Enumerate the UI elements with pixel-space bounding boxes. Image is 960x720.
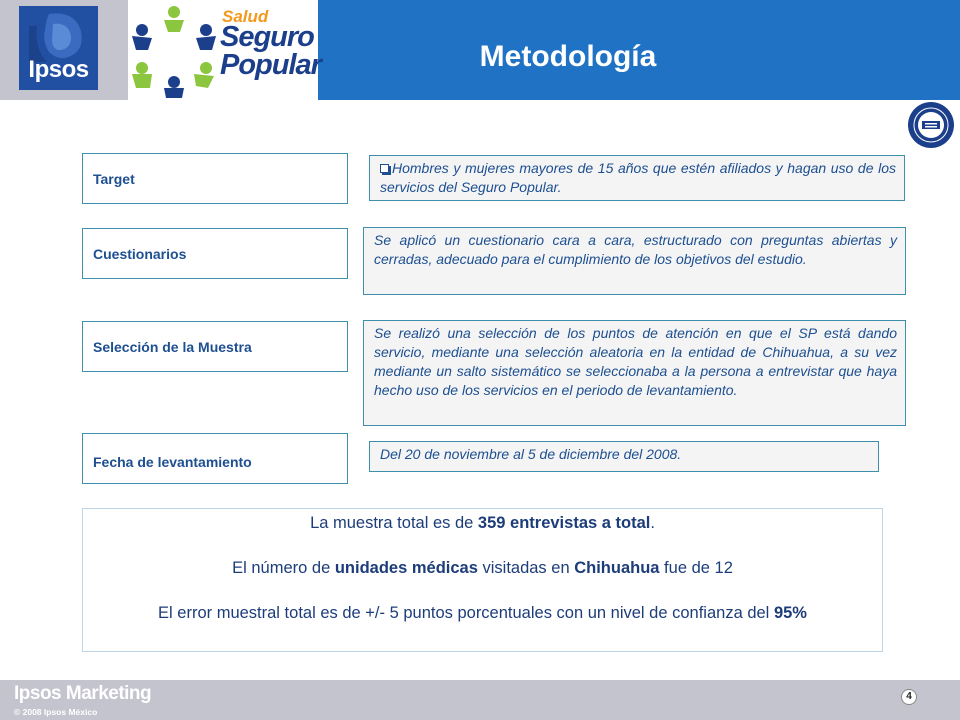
seguro-popular-popular-text: Popular [220,49,321,81]
page-number: 4 [901,689,917,705]
checkbox-bullet-icon [380,164,389,173]
ipsos-logo-text: Ipsos [28,56,89,83]
footer-bar [0,680,960,720]
seguro-popular-salud-text: Salud [222,7,269,26]
row-label-text: Cuestionarios [93,245,187,262]
row-label-seleccion-muestra [82,321,348,372]
ipsos-logo [19,6,98,90]
row-label-text: Selección de la Muestra [93,338,252,355]
summary-line-sample-size: La muestra total es de 359 entrevistas a total. [310,514,655,532]
row-label-text: Fecha de levantamiento [93,453,252,470]
row-description-seleccion-muestra [363,320,906,426]
row-description-text: Se realizó una selección de los puntos de atención en que el SP está dando servicio, mediante una selección aleatoria en la entidad de Chihuahua, a su vez mediante un salto sistemático se seleccionaba a la persona a entrevistar que haya hecho uso de los servicios en el periodo de levantamiento. [374,325,897,398]
row-label-target [82,153,348,204]
summary-box [82,508,883,652]
row-description-target [369,155,905,201]
seguro-popular-figures-icon [130,2,220,98]
row-label-cuestionarios [82,228,348,279]
row-description-fecha-levantamiento [369,441,879,472]
row-label-fecha-levantamiento [82,433,348,484]
row-description-text: Se aplicó un cuestionario cara a cara, estructurado con preguntas abiertas y cerradas, adecuado para el cumplimiento de los objetivos del estudio. [374,232,897,267]
row-description-text: Del 20 de noviembre al 5 de diciembre del 2008. [380,446,682,462]
row-label-text: Target [93,170,135,187]
seguro-popular-seguro-text: Seguro [220,21,314,53]
footer-brand: Ipsos Marketing [14,683,152,704]
row-description-text: Hombres y mujeres mayores de 15 años que estén afiliados y hagan uso de los servicios del Seguro Popular. [380,160,896,195]
summary-line-sampling-error: El error muestral total es de +/- 5 puntos porcentuales con un nivel de confianza del 95% [158,604,807,622]
summary-line-medical-units: El número de unidades médicas visitadas en Chihuahua fue de 12 [232,559,733,577]
row-description-cuestionarios [363,227,906,295]
amai-norma-seal-icon [906,100,956,150]
footer-copyright: © 2008 Ipsos México [14,707,98,717]
page-title: Metodología [479,40,657,73]
